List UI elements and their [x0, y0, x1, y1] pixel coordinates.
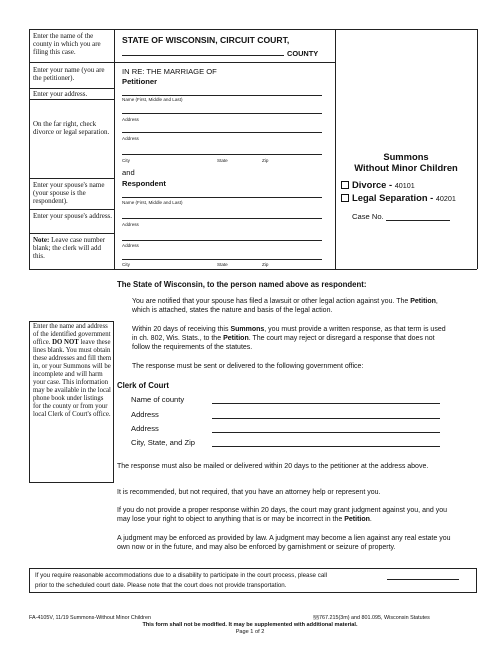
accommodation-line-2: prior to the scheduled court date. Please note that the court does not provide transportation.	[35, 582, 287, 589]
paragraph-mail-petitioner: The response must also be mailed or delivered within 20 days to the petitioner at the address above.	[117, 463, 429, 470]
clerk-heading: Clerk of Court	[117, 381, 169, 390]
note-address: Enter your address.	[33, 90, 88, 98]
paragraph-send-to: The response must be sent or delivered to the following government office:	[132, 363, 364, 370]
clerk-address-label-2: Address	[131, 424, 159, 433]
clerk-address-label: Address	[131, 410, 159, 419]
respondent-zip-label: Zip	[262, 262, 269, 267]
and-label: and	[122, 168, 135, 177]
note-divorce: On the far right, check divorce or legal separation.	[33, 120, 110, 137]
paragraph-default: If you do not provide a proper response within 20 days, the court may grant judgment against you, and you may lose your right to object to anything that is or may be incorrect in the Petition.	[117, 507, 447, 524]
footer-notice: This form shall not be modified. It may be supplemented with additional material.	[142, 622, 358, 628]
petitioner-name-label: Name (First, Middle and Last)	[122, 97, 183, 102]
separation-option[interactable]: Legal Separation - 40201	[341, 192, 456, 203]
respondent-state-label: State	[217, 262, 228, 267]
paragraph-enforcement: A judgment may be enforced as provided by law. A judgment may become a lien against any real estate you own now or in the future, and may also be enforced by garnishment or seizure of property.	[117, 535, 451, 552]
petitioner-address-label-2: Address	[122, 136, 139, 141]
county-label: COUNTY	[287, 49, 319, 58]
divorce-option[interactable]: Divorce - 40101	[341, 179, 415, 190]
clerk-county-label: Name of county	[131, 395, 185, 404]
clerk-city-label: City, State, and Zip	[131, 438, 196, 447]
accommodation-line-1: If you require reasonable accommodations due to a disability to participate in the court process, please call	[35, 572, 328, 579]
clerk-address-line-2[interactable]	[212, 432, 440, 433]
respondent-label: Respondent	[122, 179, 166, 188]
court-title: STATE OF WISCONSIN, CIRCUIT COURT,	[122, 35, 290, 45]
body-heading: The State of Wisconsin, to the person named above as respondent:	[117, 280, 367, 289]
form-title: Summons	[383, 151, 429, 162]
petitioner-address-label: Address	[122, 117, 139, 122]
respondent-address-label: Address	[122, 222, 139, 227]
divorce-checkbox[interactable]	[341, 181, 349, 189]
accommodation-phone-line[interactable]	[387, 579, 459, 580]
separation-checkbox[interactable]	[341, 194, 349, 202]
respondent-address-label-2: Address	[122, 243, 139, 248]
note-spouse-name: Enter your spouse's name (your spouse is the respondent).	[33, 181, 105, 206]
petitioner-city-label: City	[122, 158, 130, 163]
note-county: Enter the name of the county in which you are filing this case.	[33, 32, 101, 57]
form-subtitle: Without Minor Children	[354, 162, 458, 173]
paragraph-attorney: It is recommended, but not required, that you have an attorney help or represent you.	[117, 489, 381, 496]
case-no-line[interactable]	[386, 220, 450, 221]
case-no-label: Case No.	[352, 212, 384, 221]
clerk-address-line[interactable]	[212, 418, 440, 419]
clerk-county-line[interactable]	[212, 403, 440, 404]
petitioner-label: Petitioner	[122, 77, 158, 86]
note-name: Enter your name (you are the petitioner).	[33, 66, 105, 83]
petitioner-zip-label: Zip	[262, 158, 269, 163]
paragraph-notice: You are notified that your spouse has filed a lawsuit or other legal action against you. The Petition, which is attached, states the nature and basis of the legal action.	[132, 298, 438, 315]
petitioner-state-label: State	[217, 158, 228, 163]
footer-page: Page 1 of 2	[235, 629, 265, 635]
note-spouse-address: Enter your spouse's address.	[33, 212, 113, 220]
note-case-number: Note: Leave case number blank; the clerk will add this.	[33, 236, 106, 261]
respondent-city-label: City	[122, 262, 130, 267]
paragraph-deadline: Within 20 days of receiving this Summons, you must provide a written response, as that term is used in ch. 802, Wis. Stats., to the Petition. The court may reject or disregard a response that does not follow the requirements of the statutes.	[132, 326, 446, 352]
respondent-name-label: Name (First, Middle and Last)	[122, 200, 183, 205]
note-clerk: Enter the name and address of the identified government office. DO NOT leave these lines blank. You must obtain these addresses and fill them in, or your Summons will be incomplete and will harm your case. This information may be available in the local phone book under listings for the county or from your local Clerk of Court's office.	[33, 323, 112, 418]
clerk-city-line[interactable]	[212, 446, 440, 447]
footer-form-id: FA-4105V, 11/19 Summons-Without Minor Children	[29, 615, 151, 621]
footer-statutes: §§767.215(3m) and 801.095, Wisconsin Statutes	[313, 615, 430, 621]
in-re: IN RE: THE MARRIAGE OF	[122, 67, 217, 76]
